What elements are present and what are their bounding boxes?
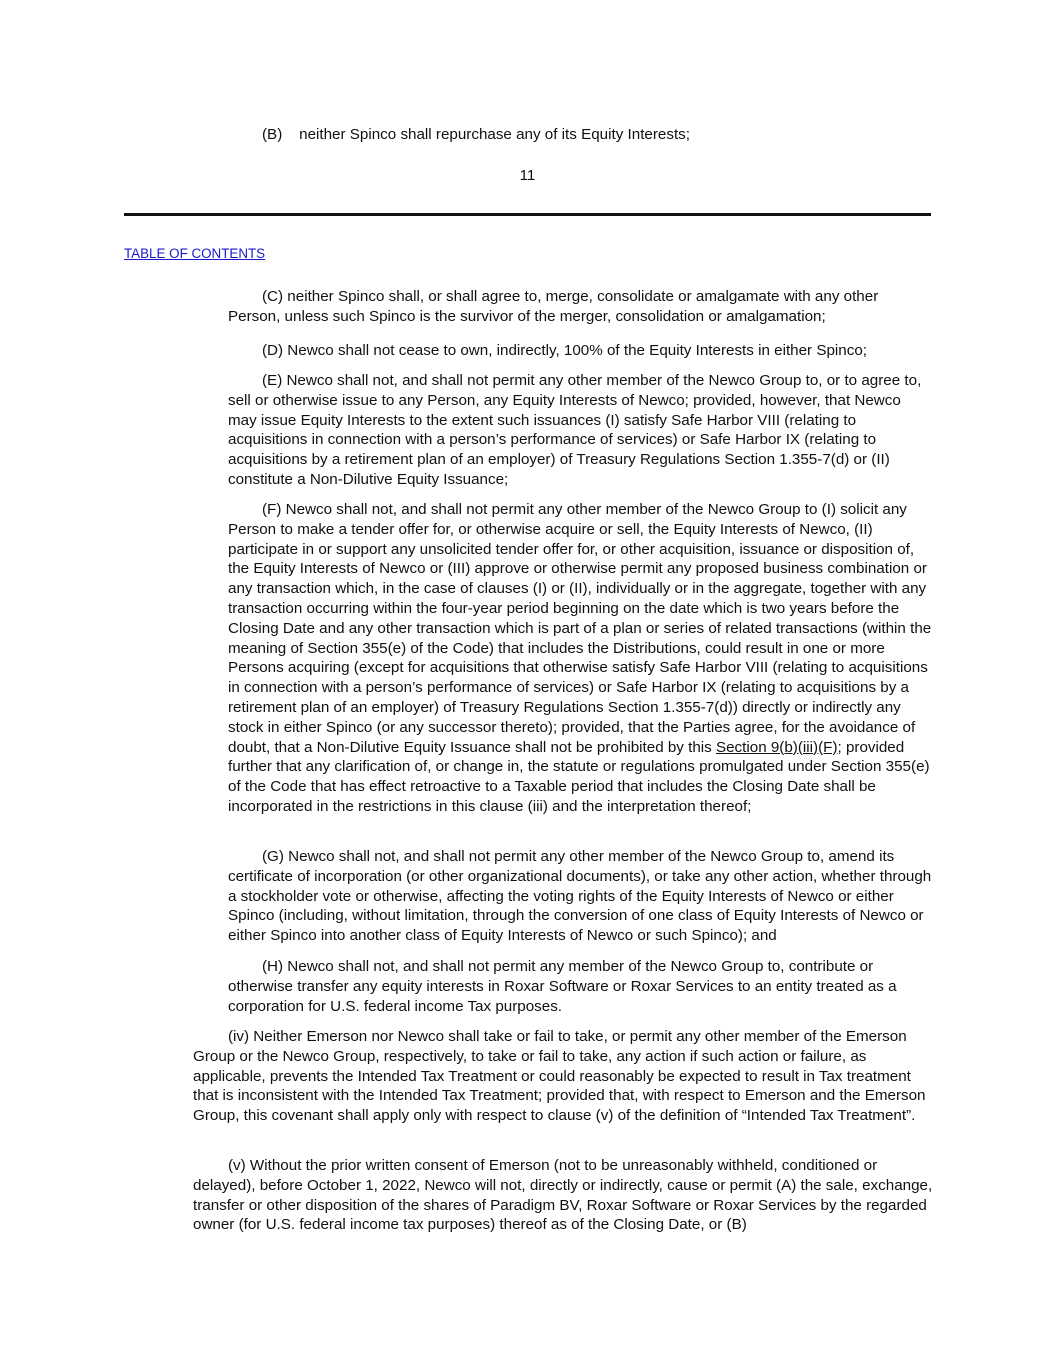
table-of-contents-link[interactable]: TABLE OF CONTENTS [124,246,266,261]
clause-iv-text: (iv) Neither Emerson nor Newco shall take or fail to take, or permit any other member of the Emerson Group or the Newco Group, respectively, to take or fail to take, any action if such action or failure, as applicable, prevents the Intended Tax Treatment or could reasonably be expected to result in Tax treatment that is inconsistent with the Intended Tax Treatment; provided that, with respect to Emerson and the Emerson Group, this covenant shall apply only with respect to clause (v) of the definition of “Intended Tax Treatment”. [193,1028,926,1125]
clause-g [228,847,933,946]
page-number: 11 [519,167,536,184]
clause-e [228,371,933,490]
clause-f [228,500,933,817]
clause-f-text-part2: ; provided further that any clarification of, or change in, the statute or regulations promulgated under Section 355(e) of the Code that has effect retroactive to a Taxable period that includes the Closing Date shall be incorporated in the restrictions in this clause (iii) and the interpretation thereof; [228,738,930,815]
page-break-divider [124,213,931,216]
clause-h [228,957,933,1016]
clause-d [228,341,933,361]
clause-f-text [228,500,933,817]
clause-c [228,287,933,327]
clause-g-text: (G) Newco shall not, and shall not permit any other member of the Newco Group to, amend its certificate of incorporation (or other organizational documents), or take any other action, whether through a stockholder vote or otherwise, affecting the voting rights of the Equity Interests of Newco or either Spinco (including, without limitation, through the conversion of one class of Equity Interests of Newco or either Spinco into another class of Equity Interests of Newco or such Spinco); and [228,848,932,945]
clause-iv [193,1027,933,1126]
clause-f-text-part1: (F) Newco shall not, and shall not permit any other member of the Newco Group to (I) solicit any Person to make a tender offer for, or otherwise acquire or sell, the Equity Interests of Newco, (II) participate in or support any unsolicited tender offer for, or other acquisition, issuance or disposition of, the Equity Interests of Newco or (III) approve or otherwise permit any proposed business combination or any transaction which, in the case of clauses (I) or (II), individually or in the aggregate, together with any transaction occurring within the four-year period beginning on the date which is two years before the Closing Date and any other transaction which is part of a plan or series of related transactions (within the meaning of Section 355(e) of the Code) that includes the Distributions, could result in one or more Persons acquiring (except for acquisitions that otherwise satisfy Safe Harbor VIII (relating to acquisitions in connection with a person’s performance of services) or Safe Harbor IX (relating to acquisitions by a retirement plan of an employer) of Treasury Regulations Section 1.355-7(d)) directly or indirectly any stock in either Spinco (or any successor thereto); provided, that the Parties agree, for the avoidance of doubt, that a Non-Dilutive Equity Issuance shall not be prohibited by this [228,501,932,756]
clause-e-text: (E) Newco shall not, and shall not permit any other member of the Newco Group to, or to agree to, sell or otherwise issue to any Person, any Equity Interests of Newco; provided, however, that Newco may issue Equity Interests to the extent such issuances (I) satisfy Safe Harbor VIII (relating to acquisitions in connection with a person’s performance of services) or Safe Harbor IX (relating to acquisitions by a retirement plan of an employer) of Treasury Regulations Section 1.355-7(d) or (II) constitute a Non-Dilutive Equity Issuance; [228,372,922,488]
clause-h-text: (H) Newco shall not, and shall not permit any member of the Newco Group to, contribute or otherwise transfer any equity interests in Roxar Software or Roxar Services to an entity treated as a corporation for U.S. federal income Tax purposes. [228,958,897,1015]
section-reference: Section 9(b)(iii)(F) [715,738,838,756]
clause-v-text: (v) Without the prior written consent of Emerson (not to be unreasonably withheld, conditioned or delayed), before October 1, 2022, Newco will not, directly or indirectly, cause or permit (A) the sale, exchange, transfer or other disposition of the shares of Paradigm BV, Roxar Software or Roxar Services by the regarded owner (for U.S. federal income tax purposes) thereof as of the Closing Date, or (B) [193,1157,933,1234]
clause-b-text: (B) neither Spinco shall repurchase any of its Equity Interests; [262,126,690,143]
clause-c-text: (C) neither Spinco shall, or shall agree to, merge, consolidate or amalgamate with any other Person, unless such Spinco is the survivor of the merger, consolidation or amalgamation; [228,288,879,325]
clause-v [193,1156,933,1235]
clause-d-text: (D) Newco shall not cease to own, indirectly, 100% of the Equity Interests in either Spinco; [262,342,867,359]
